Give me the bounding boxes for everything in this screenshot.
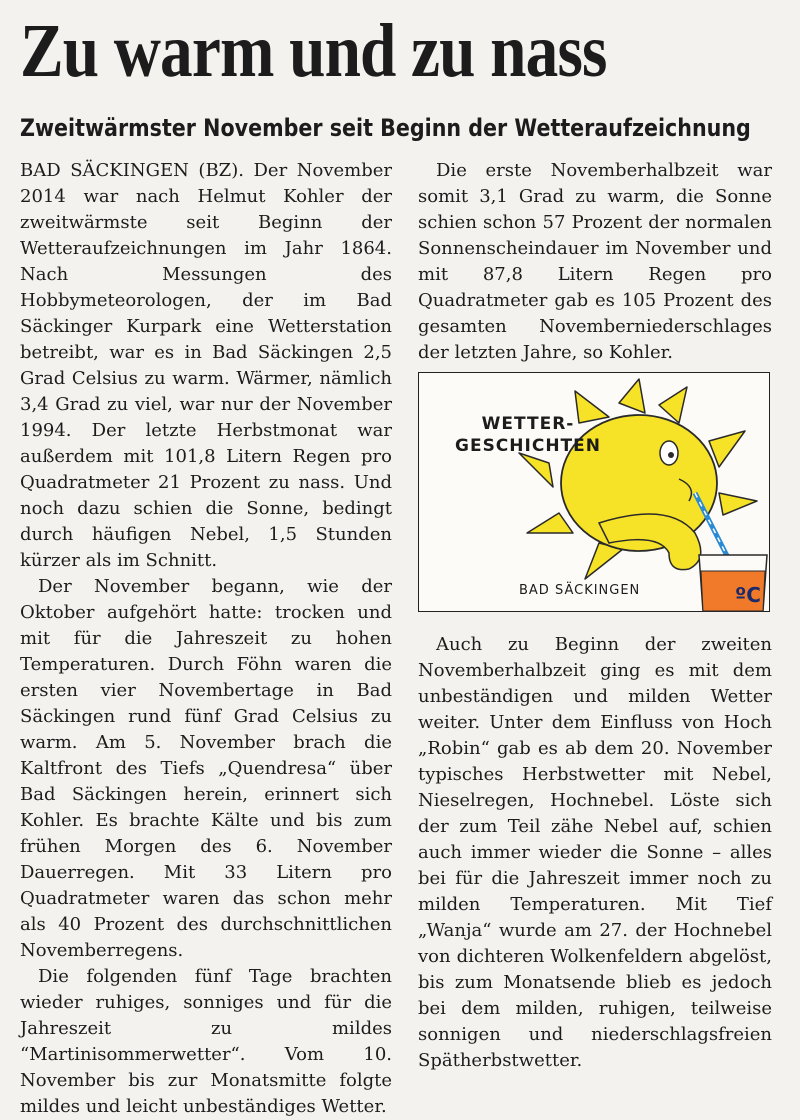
paragraph-4: Die erste Novemberhalbzeit war somit 3,1 Grad zu warm, die Sonne schien schon 57 Prozent der normalen Sonnenscheindauer im November und mit 87,8 Litern Regen pro Quadratmeter gab es 105 Prozent des gesamten Novemberniederschlages der letzten Jahre, so Kohler. (418, 160, 772, 363)
logo-title (433, 413, 623, 457)
column-right-bottom (418, 632, 772, 1074)
logo-caption: BAD SÄCKINGEN (519, 583, 641, 598)
paragraph-5: Auch zu Beginn der zweiten Novemberhalbzeit ging es mit dem unbeständigen und milden Wetter weiter. Unter dem Einfluss von Hoch „Robin“ gab es ab dem 20. November typisches Herbstwetter mit Nebel, Nieselregen, Hochnebel. Löste sich der zum Teil zähe Nebel auf, schien auch immer wieder die Sonne – alles bei für die Jahreszeit immer noch zu milden Temperaturen. Mit Tief „Wanja“ wurde am 27. der Hochnebel von dichteren Wolkenfeldern abgelöst, bis zum Monatsende blieb es jedoch bei dem milden, ruhigen, teilweise sonnigen und niederschlagsfreien Spätherbstwetter. (418, 634, 772, 1071)
paragraph-1-text: Der November 2014 war nach Helmut Kohler der zweitwärmste seit Beginn der Wetteraufzeichnungen im Jahr 1864. Nach Messungen des Hobbymeteorologen, der im Bad Säckinger Kurpark eine Wetterstation betreibt, war es in Bad Säckingen 2,5 Grad Celsius zu warm. Wärmer, nämlich 3,4 Grad zu viel, war nur der November 1994. Der letzte Herbstmonat war außerdem mit 101,8 Litern Regen pro Quadratmeter 21 Prozent zu nass. Und noch dazu schien die Sonne, bedingt durch häufigen Nebel, 1,5 Stunden kürzer als im Schnitt. (20, 160, 392, 571)
dateline: BAD SÄCKINGEN (BZ). (20, 160, 244, 181)
wettergeschichten-logo (418, 372, 770, 612)
celsius-label: ºC (735, 583, 761, 607)
paragraph-2: Der November begann, wie der Oktober aufgehört hatte: trocken und mit für die Jahreszeit zu hohen Temperaturen. Durch Föhn waren die ersten vier Novembertage in Bad Säckingen rund fünf Grad Celsius zu warm. Am 5. November brach die Kaltfront des Tiefs „Quendresa“ über Bad Säckingen herein, erinnert sich Kohler. Es brachte Kälte und bis zum frühen Morgen des 6. November Dauerregen. Mit 33 Litern pro Quadratmeter waren das schon mehr als 40 Prozent des durchschnittlichen Novemberregens. (20, 576, 392, 961)
column-left (20, 158, 392, 1120)
logo-title-line1: WETTER- (481, 414, 575, 434)
paragraph-3: Die folgenden fünf Tage brachten wieder ruhiges, sonniges und für die Jahreszeit zu mildes “Martinisommerwetter“. Vom 10. November bis zur Monatsmitte folgte mildes und leicht unbeständiges Wetter. (20, 966, 392, 1117)
headline: Zu warm und zu nass (20, 9, 607, 93)
logo-title-line2: GESCHICHTEN (455, 436, 601, 456)
paragraph-1 (20, 158, 392, 574)
subheadline: Zweitwärmster November seit Beginn der Wetteraufzeichnung (20, 114, 751, 142)
column-right-top (418, 158, 772, 366)
